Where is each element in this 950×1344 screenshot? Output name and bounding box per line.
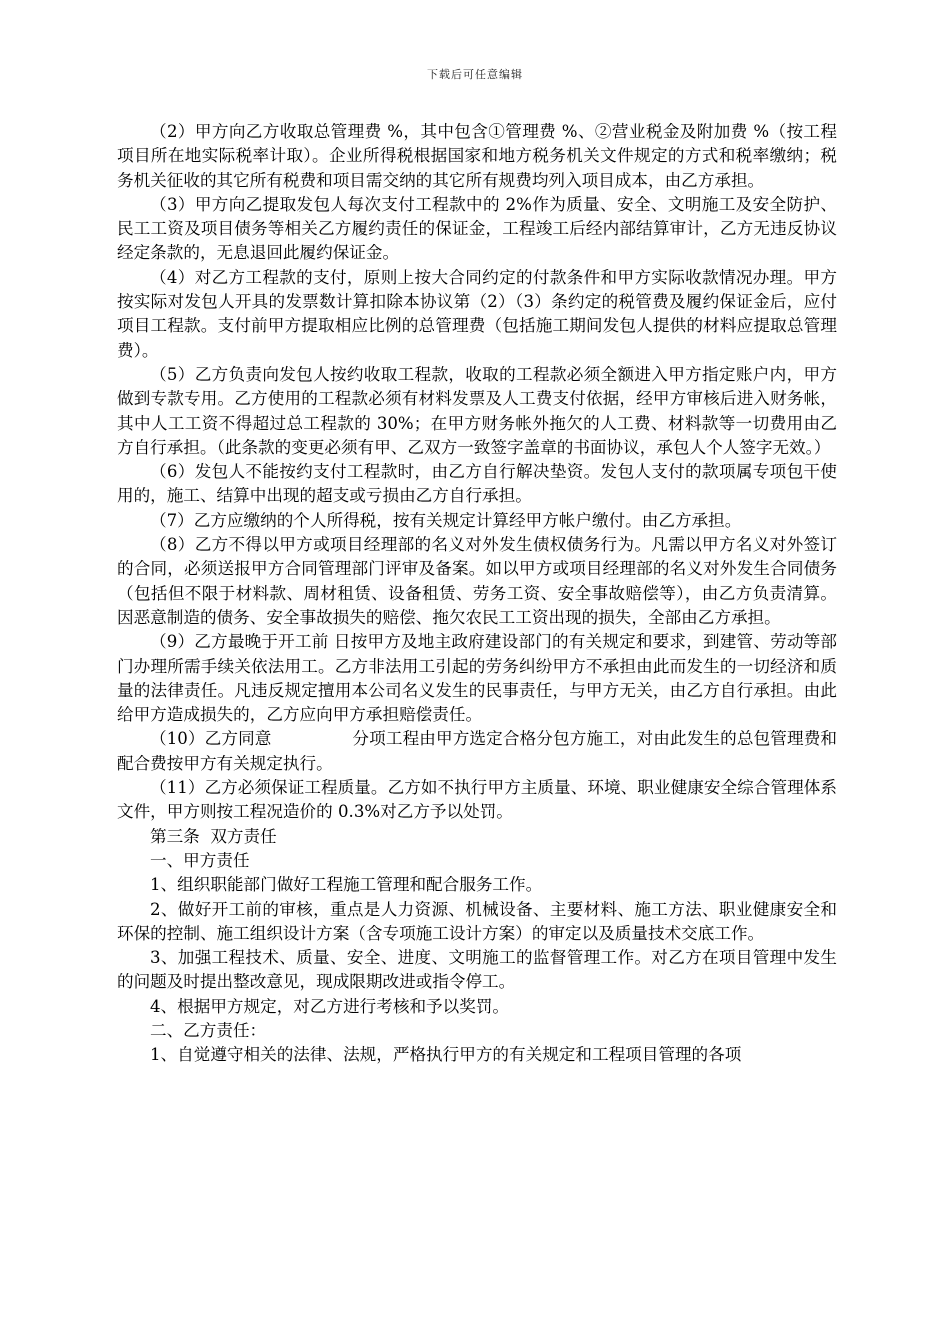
paragraph-party-a-3: 3、加强工程技术、质量、安全、进度、文明施工的监督管理工作。对乙方在项目管理中发生的问题及时提出整改意见，现成限期改进或指令停工。 [117,948,837,992]
paragraph-party-b-1: 1、自觉遵守相关的法律、法规，严格执行甲方的有关规定和工程项目管理的各项 [150,1045,742,1065]
subheading-party-a-duties: 一、甲方责任 [150,850,250,870]
document-body [117,120,837,1068]
subheading-party-b-duties: 二、乙方责任： [150,1020,267,1040]
paragraph-party-a-4: 4、根据甲方规定，对乙方进行考核和予以奖罚。 [150,996,510,1016]
paragraph-clause-5: （5）乙方负责向发包人按约收取工程款，收取的工程款必须全额进入甲方指定账户内，甲方做到专款专用。乙方使用的工程款必须有材料发票及人工费支付依据，经甲方审核后进入财务帐，其中人工工资不得超过总工程款的 30%；在甲方财务帐外拖欠的人工费、材料款等一切费用由乙方自行承担。（此条款的变更必须有甲、乙双方一致签字盖章的书面协议，承包人个人签字无效。） [117,364,837,457]
paragraph-party-a-2: 2、做好开工前的审核，重点是人力资源、机械设备、主要材料、施工方法、职业健康安全和环保的控制、施工组织设计方案（含专项施工设计方案）的审定以及质量技术交底工作。 [117,899,837,943]
paragraph-clause-2: （2）甲方向乙方收取总管理费 %，其中包含①管理费 %、②营业税金及附加费 %（按工程项目所在地实际税率计取）。企业所得税根据国家和地方税务机关文件规定的方式和税率缴纳；税务机关征收的其它所有税费和项目需交纳的其它所有规费均列入项目成本，由乙方承担。 [117,122,837,190]
paragraph-clause-6: （6）发包人不能按约支付工程款时，由乙方自行解决垫资。发包人支付的款项属专项包干使用的，施工、结算中出现的超支或亏损由乙方自行承担。 [117,462,837,506]
paragraph-clause-11: （11）乙方必须保证工程质量。乙方如不执行甲方主质量、环境、职业健康安全综合管理体系文件，甲方则按工程况造价的 0.3%对乙方予以处罚。 [117,778,837,822]
paragraph-clause-8: （8）乙方不得以甲方或项目经理部的名义对外发生债权债务行为。凡需以甲方名义对外签订的合同，必须送报甲方合同管理部门评审及备案。如以甲方或项目经理部的名义对外发生合同债务（包括但不限于材料款、周材租赁、设备租赁、劳务工资、安全事故赔偿等），由乙方负责清算。因恶意制造的债务、安全事故损失的赔偿、拖欠农民工工资出现的损失，全部由乙方承担。 [117,535,837,627]
paragraph-clause-10: （10）乙方同意 分项工程由甲方选定合格分包方施工，对由此发生的总包管理费和配合费按甲方有关规定执行。 [117,729,837,773]
paragraph-clause-9: （9）乙方最晚于开工前 日按甲方及地主政府建设部门的有关规定和要求，到建管、劳动等部门办理所需手续关依法用工。乙方非法用工引起的劳务纠纷甲方不承担由此而发生的一切经济和质量的法律责任。凡违反规定擅用本公司名义发生的民事责任，与甲方无关，由乙方自行承担。由此给甲方造成损失的，乙方应向甲方承担赔偿责任。 [117,632,837,725]
paragraph-clause-7: （7）乙方应缴纳的个人所得税，按有关规定计算经甲方帐户缴付。由乙方承担。 [150,510,742,530]
paragraph-party-a-1: 1、组织职能部门做好工程施工管理和配合服务工作。 [150,875,543,895]
section-heading-article-3: 第三条 双方责任 [150,826,277,846]
paragraph-clause-4: （4）对乙方工程款的支付，原则上按大合同约定的付款条件和甲方实际收款情况办理。甲方按实际对发包人开具的发票数计算扣除本协议第（2）（3）条约定的税管费及履约保证金后，应付项目工程款。支付前甲方提取相应比例的总管理费（包括施工期间发包人提供的材料应提取总管理费）。 [117,267,837,360]
paragraph-clause-3: （3）甲方向乙提取发包人每次支付工程款中的 2%作为质量、安全、文明施工及安全防护、民工工资及项目债务等相关乙方履约责任的保证金，工程竣工后经内部结算审计，乙方无违反协议经定条款的，无息退回此履约保证金。 [117,194,837,263]
page-header: 下载后可任意编辑 [427,68,523,81]
